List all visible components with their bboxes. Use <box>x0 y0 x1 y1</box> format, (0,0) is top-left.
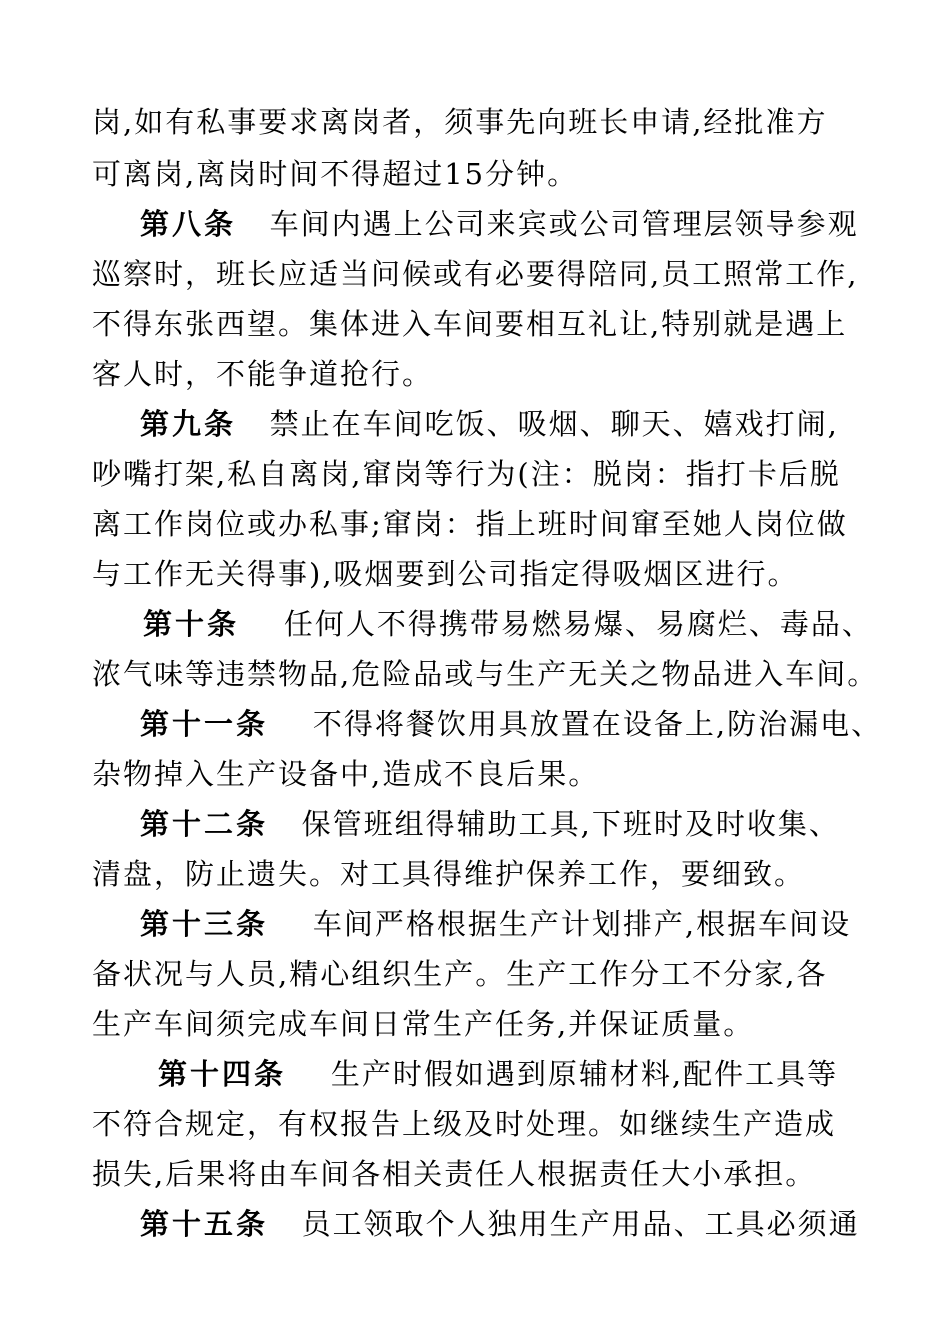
text-line: 巡察时，班长应适当问候或有必要得陪同,员工照常工作, <box>92 257 859 291</box>
text-line: 不符合规定，有权报告上级及时处理。如继续生产造成 <box>92 1107 837 1141</box>
article-13-line: 第十三条 车间严格根据生产计划排产,根据车间设 <box>140 907 852 941</box>
text-line: 浓气味等违禁物品,危险品或与生产无关之物品进入车间。 <box>92 657 879 691</box>
text-line: 岗,如有私事要求离岗者，须事先向班长申请,经批准方 <box>92 105 828 139</box>
text-line: 可离岗,离岗时间不得超过15分钟。 <box>92 157 579 191</box>
article-heading: 第八条 <box>140 207 237 241</box>
article-heading: 第九条 <box>140 407 237 441</box>
article-12-line: 第十二条 保管班组得辅助工具,下班时及时收集、 <box>140 807 840 841</box>
text-line: 客人时，不能争道抢行。 <box>92 357 434 391</box>
article-heading: 第十二条 <box>140 807 269 841</box>
article-15-line: 第十五条 员工领取个人独用生产用品、工具必须通 <box>140 1207 860 1241</box>
article-heading: 第十三条 <box>140 907 269 941</box>
article-heading: 第十一条 <box>140 707 269 741</box>
article-9-line: 第九条 禁止在车间吃饭、吸烟、聊天、嬉戏打闹, <box>140 407 839 441</box>
article-heading: 第十五条 <box>140 1207 269 1241</box>
text-line: 杂物掉入生产设备中,造成不良后果。 <box>92 757 600 791</box>
text-line: 离工作岗位或办私事;窜岗：指上班时间窜至她人岗位做 <box>92 507 848 541</box>
article-11-line: 第十一条 不得将餐饮用具放置在设备上,防治漏电、 <box>140 707 883 741</box>
text-line: 备状况与人员,精心组织生产。生产工作分工不分家,各 <box>92 957 828 991</box>
text-line: 清盘，防止遗失。对工具得维护保养工作，要细致。 <box>92 857 806 891</box>
text-line: 不得东张西望。集体进入车间要相互礼让,特别就是遇上 <box>92 307 848 341</box>
text-line: 生产车间须完成车间日常生产任务,并保证质量。 <box>92 1007 755 1041</box>
article-8-line: 第八条 车间内遇上公司来宾或公司管理层领导参观 <box>140 207 859 241</box>
text-line: 损失,后果将由车间各相关责任人根据责任大小承担。 <box>92 1157 817 1191</box>
text-line: 与工作无关得事),吸烟要到公司指定得吸烟区进行。 <box>92 557 799 591</box>
article-14-line: 第十四条 生产时假如遇到原辅材料,配件工具等 <box>158 1057 839 1091</box>
article-heading: 第十条 <box>143 607 240 641</box>
article-heading: 第十四条 <box>158 1057 287 1091</box>
text-line: 吵嘴打架,私自离岗,窜岗等行为(注：脱岗：指打卡后脱 <box>92 457 841 491</box>
article-10-line: 第十条 任何人不得携带易燃易爆、易腐烂、毒品、 <box>143 607 873 641</box>
